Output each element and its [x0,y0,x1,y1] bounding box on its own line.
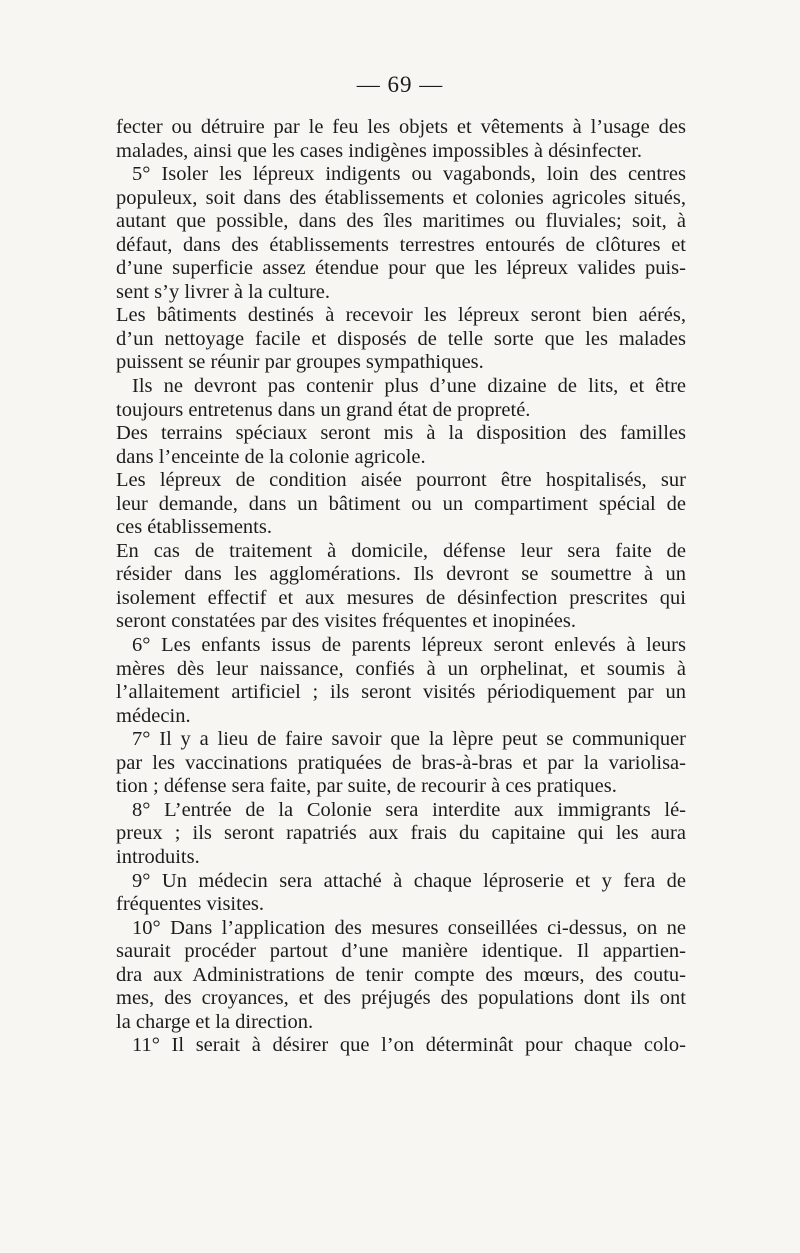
text-line: l’allaitement artificiel ; ils seront visités périodiquement par un [116,681,686,704]
text-line: médecin. [116,704,191,727]
text-line: fecter ou détruire par le feu les objets et vêtements à l’usage des [116,116,686,138]
text-line: sent s’y livrer à la culture. [116,280,331,303]
text-line: tion ; défense sera faite, par suite, de recourir à ces pratiques. [116,775,617,798]
text-line: 6° Les enfants issus de parents lépreux seront enlevés à leurs [132,634,686,657]
text-line: d’une superficie assez étendue pour que les lépreux valides puis- [116,257,686,280]
text-line: fréquentes visites. [116,893,265,916]
text-line: leur demande, dans un bâtiment ou un compartiment spécial de [116,492,686,515]
text-line: introduits. [116,845,200,868]
text-line: En cas de traitement à domicile, défense leur sera faite de [116,539,686,562]
text-line: autant que possible, dans des îles maritimes ou fluviales; soit, à [116,210,686,233]
page-number: — 69 — [356,72,444,97]
text-line: Les lépreux de condition aisée pourront être hospitalisés, sur [116,469,686,492]
text-line: saurait procéder partout d’une manière identique. Il appartien- [116,940,686,963]
text-line: 11° Il serait à désirer que l’on déterminât pour chaque colo- [132,1034,686,1057]
text-line: résider dans les agglomérations. Ils devront se soumettre à un [116,563,686,586]
text-line: Des terrains spéciaux seront mis à la disposition des familles [116,422,686,445]
text-line: ces établissements. [116,516,272,539]
text-line: seront constatées par des visites fréquentes et inopinées. [116,610,576,633]
text-line: populeux, soit dans des établissements et colonies agricoles situés, [116,186,686,209]
text-line: par les vaccinations pratiquées de bras-à-bras et par la variolisa- [116,751,686,774]
text-line: dra aux Administrations de tenir compte des mœurs, des coutu- [116,963,686,986]
text-line: preux ; ils seront rapatriés aux frais du capitaine qui les aura [116,822,686,845]
text-line: isolement effectif et aux mesures de désinfection prescrites qui [116,586,686,609]
text-line: 5° Isoler les lépreux indigents ou vagabonds, loin des centres [132,163,686,186]
text-line: Les bâtiments destinés à recevoir les lépreux seront bien aérés, [116,304,686,327]
text-line: dans l’enceinte de la colonie agricole. [116,445,426,468]
text-line: malades, ainsi que les cases indigènes impossibles à désinfecter. [116,139,643,162]
text-line: la charge et la direction. [116,1010,314,1033]
text-line: 8° L’entrée de la Colonie sera interdite aux immigrants lé- [132,798,686,821]
text-line: puissent se réunir par groupes sympathiques. [116,351,484,374]
text-line: mes, des croyances, et des préjugés des populations dont ils ont [116,987,686,1010]
text-line: défaut, dans des établissements terrestres entourés de clôtures et [116,233,686,256]
text-line: Ils ne devront pas contenir plus d’une dizaine de lits, et être [132,375,686,398]
text-line: mères dès leur naissance, confiés à un orphelinat, et soumis à [116,657,686,680]
text-line: 10° Dans l’application des mesures conseillées ci-dessus, on ne [132,916,686,939]
text-line: 7° Il y a lieu de faire savoir que la lèpre peut se communiquer [132,728,686,751]
text-line: d’un nettoyage facile et disposés de telle sorte que les malades [116,327,686,350]
text-line: 9° Un médecin sera attaché à chaque léproserie et y fera de [132,869,686,892]
text-line: toujours entretenus dans un grand état de propreté. [116,398,531,421]
body-text [116,116,686,1058]
